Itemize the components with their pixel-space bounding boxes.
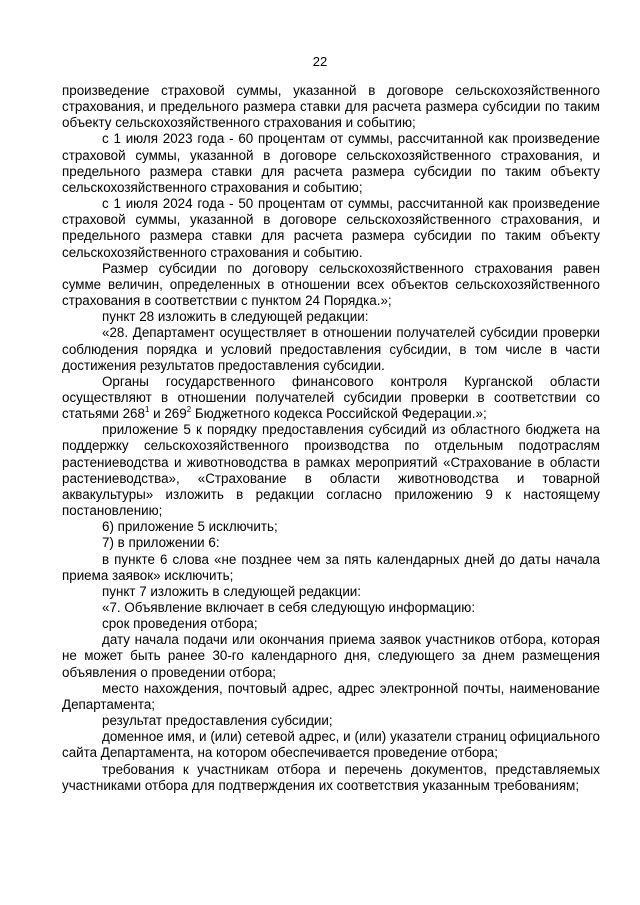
page-number: 22 — [312, 54, 328, 69]
paragraph: «28. Департамент осуществляет в отношении получателей субсидии проверки соблюдения порядка и условий предоставления субсидии, в том числе в части достижения результатов предоставления субсидии. — [62, 325, 600, 373]
paragraph-text: Органы государственного финансового контроля Курганской области осуществляют в отношении получателей субсидии проверки в соответствии со статьями 268 — [62, 373, 600, 422]
paragraph: доменное имя, и (или) сетевой адрес, и (или) указатели страниц официального сайта Департамента, на котором обеспечивается проведение отбора; — [62, 729, 600, 761]
paragraph: с 1 июля 2023 года - 60 процентам от суммы, рассчитанной как произведение страховой суммы, указанной в договоре сельскохозяйственного страхования, и предельного размера ставки для расчета размера субсидии по таким объекту сельскохозяйственного страхования и событию; — [62, 131, 600, 195]
paragraph: произведение страховой суммы, указанной в договоре сельскохозяйственного страхования, и предельного размера ставки для расчета размера субсидии по таким объекту сельскохозяйственного страхования и событию; — [62, 83, 600, 131]
paragraph-text: Бюджетного кодекса Российской Федерации.»; — [191, 406, 487, 422]
superscript: 1 — [144, 404, 150, 414]
paragraph: Размер субсидии по договору сельскохозяйственного страхования равен сумме величин, определенных в отношении всех объектов сельскохозяйственного страхования в соответствии с пунктом 24 Порядка.»; — [62, 260, 600, 309]
paragraph: пункт 7 изложить в следующей редакции: — [102, 583, 361, 599]
paragraph: требования к участникам отбора и перечень документов, представляемых участниками отбора для подтверждения их соответствия указанным требованиям; — [62, 761, 600, 793]
paragraph-with-superscripts — [62, 374, 600, 422]
paragraph: срок проведения отбора; — [102, 616, 258, 632]
paragraph: в пункте 6 слова «не позднее чем за пять календарных дней до даты начала приема заявок» исключить; — [62, 551, 600, 583]
paragraph: дату начала подачи или окончания приема заявок участников отбора, которая не может быть ранее 30-го календарного дня, следующего за днем размещения объявления о проведении отбора; — [62, 632, 600, 680]
paragraph-text: и 269 — [149, 406, 187, 422]
paragraph: с 1 июля 2024 года - 50 процентам от суммы, рассчитанной как произведение страховой суммы, указанной в договоре сельскохозяйственного страхования, и предельного размера ставки для расчета размера субсидии по таким объекту сельскохозяйственного страхования и событию. — [62, 196, 600, 260]
paragraph: «7. Объявление включает в себя следующую информацию: — [102, 600, 476, 615]
paragraph: приложение 5 к порядку предоставления субсидий из областного бюджета на поддержку сельскохозяйственного производства по отдельным подотраслям растениеводства и животноводства в рамках мероприятий «Страхование в области растениеводства», «Страхование в области животноводства и товарной аквакультуры» изложить в редакции согласно приложению 9 к настоящему постановлению; — [62, 422, 600, 519]
paragraph: результат предоставления субсидии; — [102, 713, 333, 729]
paragraph: 6) приложение 5 исключить; — [102, 519, 278, 535]
document-body — [62, 83, 600, 794]
paragraph: 7) в приложении 6: — [102, 535, 220, 551]
paragraph: пункт 28 изложить в следующей редакции: — [102, 309, 369, 325]
paragraph: место нахождения, почтовый адрес, адрес электронной почты, наименование Департамента; — [62, 680, 600, 712]
superscript: 2 — [186, 404, 192, 414]
